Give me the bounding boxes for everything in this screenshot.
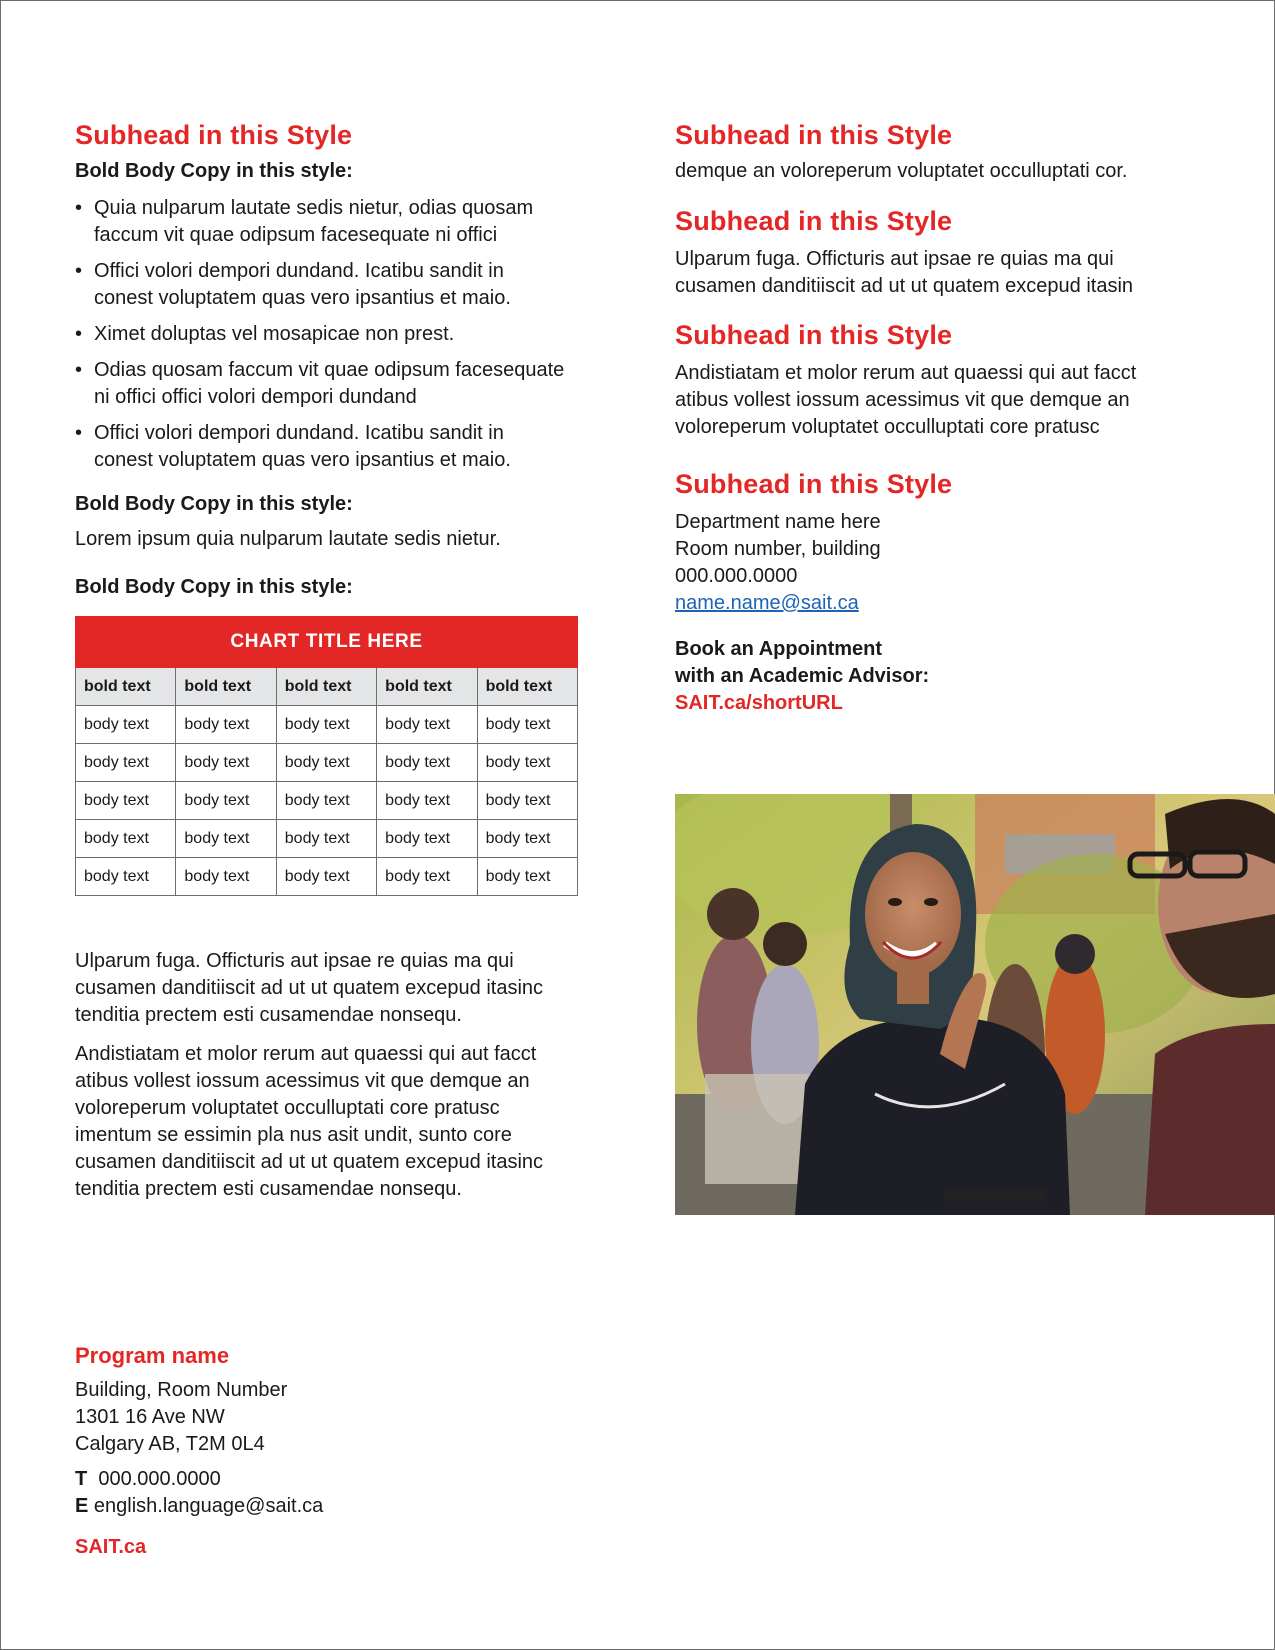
- bold-body-copy: Bold Body Copy in this style:: [75, 576, 353, 598]
- list-item: • Quia nulparum lautate sedis nietur, odias quosam faccum vit quae odipsum facesequate ni offici: [75, 195, 605, 249]
- room-number: Room number, building: [675, 538, 881, 560]
- phone-number: 000.000.0000: [675, 565, 798, 587]
- body-text: Lorem ipsum quia nulparum lautate sedis nietur.: [75, 528, 501, 550]
- list-item: • Odias quosam faccum vit quae odipsum facesequate ni offici offici volori dempori dundand: [75, 357, 605, 411]
- table-cell: body text: [276, 858, 376, 896]
- table-cell: body text: [176, 706, 276, 744]
- subhead: Subhead in this Style: [675, 469, 953, 499]
- table-header-cell: bold text: [377, 668, 477, 706]
- table-cell: body text: [76, 858, 176, 896]
- table-cell: body text: [477, 858, 577, 896]
- table-cell: body text: [477, 744, 577, 782]
- table-cell: body text: [76, 820, 176, 858]
- phone-label: T: [75, 1468, 88, 1490]
- body-paragraph: Andistiatam et molor rerum aut quaessi qui aut facct atibus vollest iossum acessimus vit que demque an voloreperum voluptatet occulluptati core pratusc imentum se essimin pla nus asit undit, sunto core cusamen danditiiscit ad ut ut quatem excepud itasinc tenditia prectem esti cusamendae nonsequ.: [75, 1043, 544, 1200]
- appointment-block: Book an Appointment with an Academic Advisor: SAIT.ca/shortURL: [675, 638, 930, 714]
- footer-email[interactable]: english.language@sait.ca: [93, 1495, 324, 1517]
- table-header-cell: bold text: [76, 668, 176, 706]
- table-header-cell: bold text: [176, 668, 276, 706]
- bold-body-copy: Bold Body Copy in this style:: [75, 493, 353, 515]
- right-column: [675, 118, 1235, 717]
- list-item: • Ximet doluptas vel mosapicae non prest.: [75, 321, 605, 348]
- left-column: [75, 118, 605, 1203]
- table-cell: body text: [176, 744, 276, 782]
- table-row: [76, 820, 578, 858]
- table-row: [76, 706, 578, 744]
- chart-table: [75, 616, 578, 896]
- email-label: E: [75, 1495, 89, 1517]
- table-cell: body text: [76, 744, 176, 782]
- table-cell: body text: [377, 858, 477, 896]
- table-row: [76, 782, 578, 820]
- list-item: • Offici volori dempori dundand. Icatibu sandit in conest voluptatem quas vero ipsantius et maio.: [75, 420, 605, 474]
- subhead: Subhead in this Style: [75, 120, 353, 150]
- subhead: Subhead in this Style: [675, 320, 953, 350]
- student-photo: [675, 794, 1275, 1215]
- table-cell: body text: [176, 782, 276, 820]
- table-header-cell: bold text: [276, 668, 376, 706]
- bold-body-copy: Bold Body Copy in this style:: [75, 160, 353, 182]
- bullet-list: [75, 195, 605, 474]
- footer-contact: [75, 1342, 575, 1561]
- body-paragraph: Ulparum fuga. Officturis aut ipsae re quias ma qui cusamen danditiiscit ad ut ut quatem excepud itasin: [675, 248, 1134, 297]
- short-url-link[interactable]: SAIT.ca/shortURL: [675, 692, 843, 714]
- table-cell: body text: [377, 820, 477, 858]
- table-cell: body text: [377, 782, 477, 820]
- department-name: Department name here: [675, 511, 881, 533]
- table-header-row: [76, 668, 578, 706]
- table-cell: body text: [276, 706, 376, 744]
- program-name: Program name: [75, 1343, 230, 1368]
- website-link[interactable]: SAIT.ca: [75, 1536, 147, 1558]
- list-item: • Offici volori dempori dundand. Icatibu sandit in conest voluptatem quas vero ipsantius et maio.: [75, 258, 605, 312]
- table-cell: body text: [477, 706, 577, 744]
- chart-title: CHART TITLE HERE: [76, 617, 578, 668]
- table-cell: body text: [176, 858, 276, 896]
- phone-email-block: [75, 1466, 575, 1520]
- table-cell: body text: [276, 782, 376, 820]
- body-paragraph: Ulparum fuga. Officturis aut ipsae re quias ma qui cusamen danditiiscit ad ut ut quatem excepud itasinc tenditia prectem esti cusamendae nonsequ.: [75, 950, 544, 1026]
- footer-phone: 000.000.0000: [98, 1468, 221, 1490]
- table-cell: body text: [176, 820, 276, 858]
- table-cell: body text: [276, 744, 376, 782]
- body-text: demque an voloreperum voluptatet occulluptati cor.: [675, 160, 1128, 182]
- table-cell: body text: [377, 744, 477, 782]
- table-header-cell: bold text: [477, 668, 577, 706]
- table-row: [76, 744, 578, 782]
- address-block: Building, Room Number 1301 16 Ave NW Calgary AB, T2M 0L4: [75, 1379, 288, 1455]
- table-cell: body text: [76, 782, 176, 820]
- table-row: [76, 858, 578, 896]
- body-paragraph: Andistiatam et molor rerum aut quaessi qui aut facct atibus vollest iossum acessimus vit que demque an voloreperum voluptatet occulluptati core pratusc: [675, 362, 1137, 438]
- table-cell: body text: [477, 820, 577, 858]
- subhead: Subhead in this Style: [675, 120, 953, 150]
- contact-block: [675, 509, 1235, 617]
- table-cell: body text: [477, 782, 577, 820]
- email-link[interactable]: name.name@sait.ca: [675, 592, 859, 614]
- table-cell: body text: [276, 820, 376, 858]
- table-cell: body text: [377, 706, 477, 744]
- subhead: Subhead in this Style: [675, 206, 953, 236]
- table-cell: body text: [76, 706, 176, 744]
